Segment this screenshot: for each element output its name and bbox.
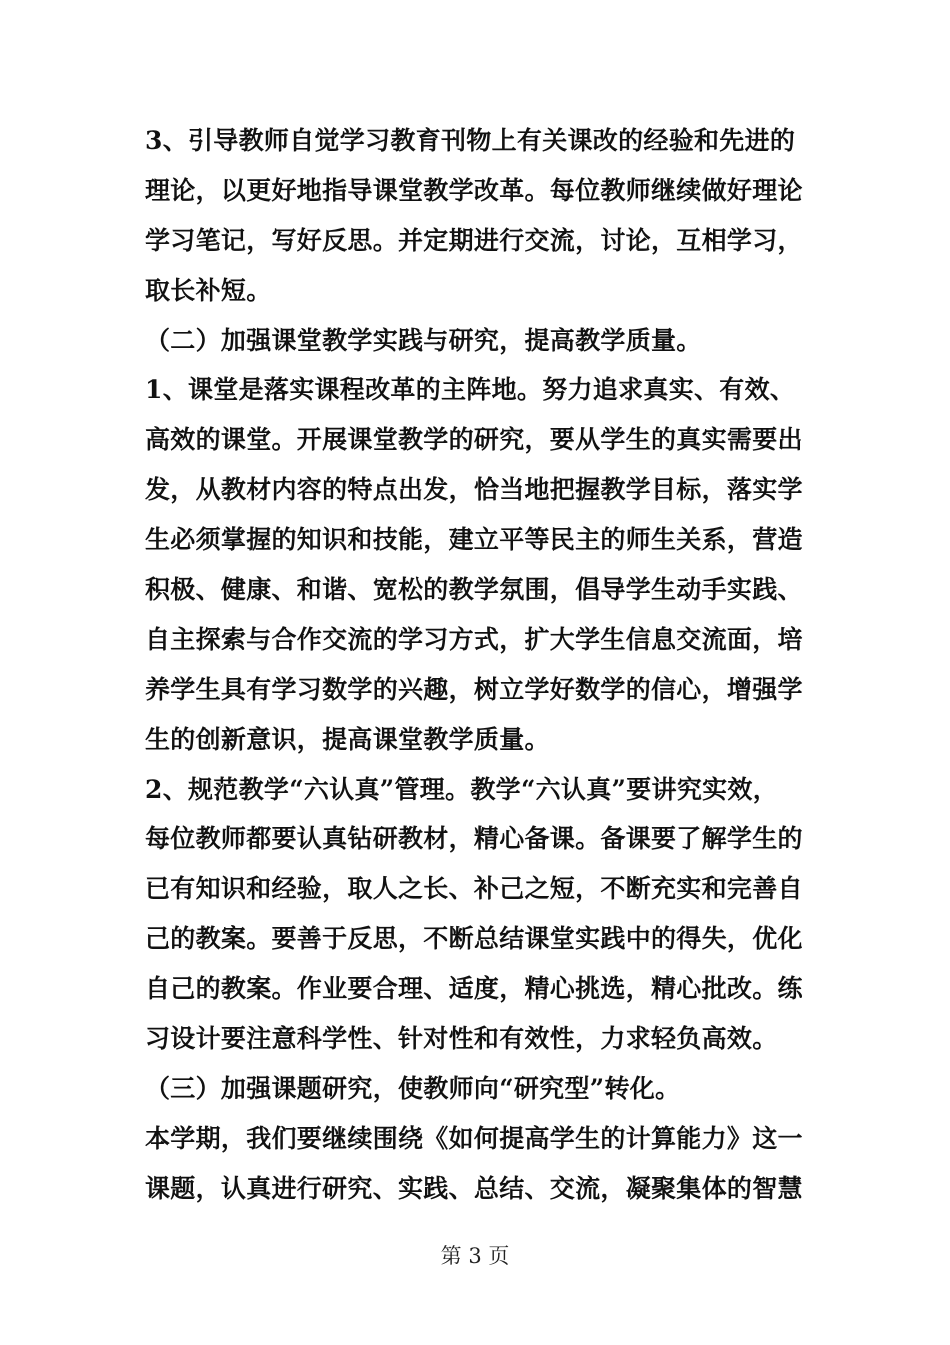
text-line-1: 3、引导教师自觉学习教育刊物上有关课改的经验和先进的 (145, 126, 796, 155)
text-line-10: 积极、健康、和谐、宽松的教学氛围，倡导学生动手实践、 (145, 575, 803, 605)
text-line-18: 自己的教案。作业要合理、适度，精心挑选，精心批改。练 (145, 974, 803, 1004)
text-line-13: 生的创新意识，提高课堂教学质量。 (145, 724, 550, 754)
text-line-8: 发，从教材内容的特点出发，恰当地把握教学目标，落实学 (145, 475, 803, 505)
text-line-2: 理论，以更好地指导课堂教学改革。每位教师继续做好理论 (145, 175, 803, 205)
text-line-11: 自主探索与合作交流的学习方式，扩大学生信息交流面，培 (145, 624, 803, 654)
text-line-19: 习设计要注意科学性、针对性和有效性，力求轻负高效。 (145, 1024, 778, 1054)
text-line-16: 已有知识和经验，取人之长、补己之短，不断充实和完善自 (145, 874, 803, 904)
text-line-7: 高效的课堂。开展课堂教学的研究，要从学生的真实需要出 (145, 425, 803, 455)
text-line-9: 生必须掌握的知识和技能，建立平等民主的师生关系，营造 (145, 525, 803, 555)
section-heading-3: （三）加强课题研究，使教师向“研究型”转化。 (145, 1073, 681, 1103)
text-line-6: 1、课堂是落实课程改革的主阵地。努力追求真实、有效、 (145, 375, 796, 405)
text-line-15: 每位教师都要认真钻研教材，精心备课。备课要了解学生的 (145, 824, 803, 854)
text-line-21: 本学期，我们要继续围绕《如何提高学生的计算能力》这一 (145, 1123, 803, 1153)
text-line-17: 己的教案。要善于反思，不断总结课堂实践中的得失，优化 (145, 924, 803, 954)
text-line-22: 课题，认真进行研究、实践、总结、交流，凝聚集体的智慧 (145, 1173, 803, 1203)
text-line-12: 养学生具有学习数学的兴趣，树立学好数学的信心，增强学 (145, 674, 803, 704)
section-heading-2: （二）加强课堂教学实践与研究，提高教学质量。 (145, 325, 702, 355)
page-number: 第 3 页 (440, 1244, 510, 1268)
text-line-14: 2、规范教学“六认真”管理。教学“六认真”要讲究实效， (145, 774, 779, 804)
body-text (145, 116, 815, 1214)
text-line-3: 学习笔记，写好反思。并定期进行交流，讨论，互相学习， (145, 225, 803, 255)
text-line-4: 取长补短。 (145, 275, 272, 305)
